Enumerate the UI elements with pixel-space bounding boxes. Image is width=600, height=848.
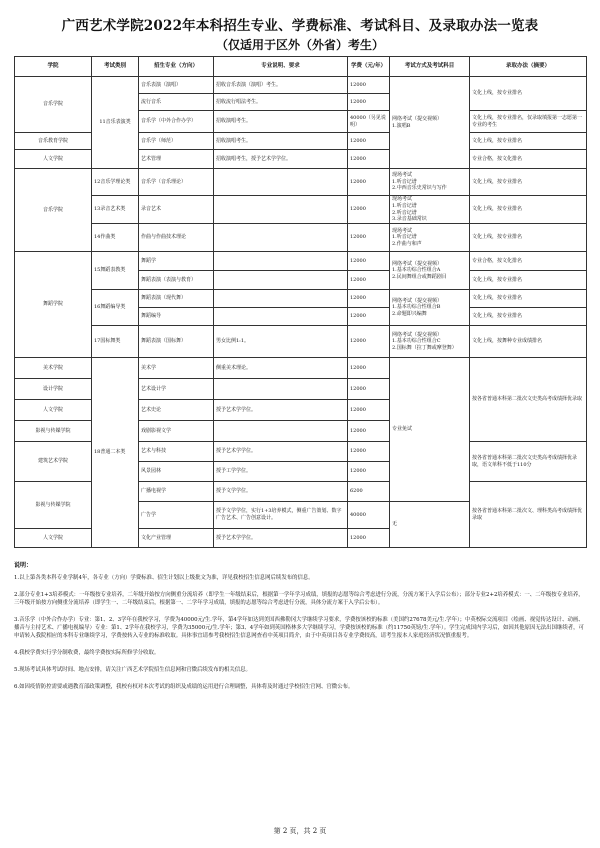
note-item: 4.我校学费实行学分制收费，最终学费按实际所修学分收取。 [14, 650, 160, 656]
table-header-row [15, 57, 587, 77]
cell-major: 舞蹈学 [139, 252, 214, 271]
cell-category: 12音乐学理论类 [92, 169, 139, 196]
cell-major: 音乐表演（演唱） [139, 77, 214, 94]
cell-fee: 12000 [348, 326, 390, 358]
cell-major: 美术学 [139, 358, 214, 379]
document-title: 广西艺术学院2022年本科招生专业、学费标准、考试科目、及录取办法一览表 [61, 18, 539, 34]
cell-college: 人文学院 [15, 150, 92, 169]
cell-fee: 12000 [348, 400, 390, 421]
table-row [15, 358, 587, 379]
note-item: 6.如因疫情防控需要或遇教育部政策调整，我校有权对本次考试的组织及成绩的运用进行合理调整，具体将及时通过学校招生官网、官微公布。 [14, 684, 354, 690]
table-row [15, 252, 587, 271]
cell-college: 影视与传媒学院 [15, 421, 92, 442]
cell-admit: 文化上线，按专业排名 [470, 133, 587, 150]
notes-section [14, 562, 586, 700]
document-subtitle: （仅适用于区外（外省）考生） [215, 38, 384, 52]
admission-table [14, 56, 587, 548]
cell-fee: 12000 [348, 77, 390, 94]
header-exam: 考试方式及考试科目 [390, 57, 470, 77]
cell-desc: 招收演唱考生。 [214, 111, 348, 133]
cell-college: 人文学院 [15, 400, 92, 421]
page-number: 第 2 页，共 2 页 [273, 827, 327, 835]
cell-major: 录音艺术 [139, 196, 214, 224]
cell-desc: 招收演唱考生。 [214, 133, 348, 150]
cell-admit: 文化上线，按专业排名，仅录取填报第一志愿第一专业的考生 [470, 111, 587, 133]
cell-admit: 文化上线，按专业排名 [470, 308, 587, 326]
table-row [15, 326, 587, 358]
cell-admit: 文化上线，按舞种专业成绩排名 [470, 326, 587, 358]
cell-exam: 网络考试（提交视频） 1.基本功综合性组合B 2.命题即兴编舞 [390, 290, 470, 326]
cell-admit: 专业合格，按文化排名 [470, 252, 587, 271]
cell-college: 美术学院 [15, 358, 92, 379]
cell-admit: 按各省普通本科第二批次文史类高考成绩择优录取，语文单科不低于110分 [470, 442, 587, 482]
cell-major: 风景园林 [139, 462, 214, 482]
cell-major: 舞蹈编导 [139, 308, 214, 326]
cell-admit: 文化上线，按专业排名 [470, 196, 587, 224]
cell-admit: 专业合格，按文化排名 [470, 150, 587, 169]
cell-admit: 文化上线，按专业排名 [470, 224, 587, 252]
cell-college: 建筑艺术学院 [15, 442, 92, 482]
cell-fee: 12000 [348, 271, 390, 290]
cell-fee: 12000 [348, 150, 390, 169]
cell-college: 舞蹈学院 [15, 252, 92, 358]
cell-major: 艺术史论 [139, 400, 214, 421]
cell-major: 舞蹈表演（表演与教育） [139, 271, 214, 290]
cell-college: 影视与传媒学院 [15, 482, 92, 529]
table-row [15, 224, 587, 252]
cell-admit: 文化上线，按专业排名 [470, 77, 587, 111]
cell-exam: 现场考试 1.听音记谱 2.作曲与和声 [390, 224, 470, 252]
cell-desc: 授予文学学位。 [214, 482, 348, 502]
cell-desc: 招收流行唱法考生。 [214, 94, 348, 111]
cell-desc: 授予艺术学学位。 [214, 400, 348, 421]
cell-fee: 12000 [348, 224, 390, 252]
cell-admit: 文化上线，按专业排名 [470, 290, 587, 308]
cell-admit: 文化上线，按专业排名 [470, 169, 587, 196]
cell-major: 舞蹈表演（现代舞） [139, 290, 214, 308]
cell-fee: 12000 [348, 308, 390, 326]
header-fee: 学费（元/年） [348, 57, 390, 77]
cell-fee: 40000（另见说明） [348, 111, 390, 133]
cell-major: 流行音乐 [139, 94, 214, 111]
cell-admit: 文化上线，按专业排名 [470, 271, 587, 290]
cell-fee: 40000 [348, 502, 390, 529]
cell-major: 艺术设计学 [139, 379, 214, 400]
note-item: 5.现场考试具体考试时间、地点安排，请关注广西艺术学院招生信息网和官微后续发布的相关信息。 [14, 667, 251, 673]
note-item: 1.以上第各类本科专业学制4年，各专业（方向）学费标准、招生计划以上级批文为准，详见我校招生信息网后续发布的信息。 [14, 575, 314, 581]
cell-admit: 按各省普通本科第二批次文、理科类高考成绩择优录取 [470, 482, 587, 548]
cell-major: 戏剧影视文学 [139, 421, 214, 442]
cell-college: 音乐教育学院 [15, 133, 92, 150]
cell-major: 广播电视学 [139, 482, 214, 502]
cell-exam: 网络考试（提交视频） 1.基本功综合性组合C 2.国标舞（拉丁舞或摩登舞） [390, 326, 470, 358]
cell-category: 17国标舞类 [92, 326, 139, 358]
cell-exam: 专业免试 [390, 358, 470, 502]
cell-admit: 按各省普通本科第二批次文史类高考成绩择优录取 [470, 358, 587, 442]
cell-fee: 12000 [348, 421, 390, 442]
note-item: 3.音乐学（中外合作办学）专业：第1、2、3学年在我校学习，学费为40000元/生.学年，第4学年如达到美国西佛勒冈大学继续学习要求，学费按该校的标准（美国约27678美元/生.学年）；中英校际交流项目（绘画、视觉传达设计、动画、播音与主持艺术、广播电视编导）专业：第1、2学年在我校学习，学费为35000元/生.学年；第3、4学年如到英国格林多大学继续学习，学费按该校的标准（约11750英镑/生.学年）。学生完成国内学习后，如因其他原因无法出国继续者，可申请转入我院相应的本科专业继续学习，学费按转入专业的标准收取。具体事宜请参考我校招生信息网查看中英项目简介，由于中英项目各专业学费较高，请考生报本人家庭经济状况慎重报考。 [14, 617, 584, 639]
cell-major: 作曲与作曲技术理论 [139, 224, 214, 252]
table-row [15, 77, 587, 94]
cell-category: 16舞蹈编导类 [92, 290, 139, 326]
cell-major: 音乐学（师范） [139, 133, 214, 150]
cell-college: 人文学院 [15, 529, 92, 548]
header-desc: 专业说明、要求 [214, 57, 348, 77]
cell-fee: 12000 [348, 442, 390, 462]
cell-fee: 12000 [348, 196, 390, 224]
cell-category: 18普通二本类 [92, 358, 139, 548]
cell-college: 音乐学院 [15, 77, 92, 133]
header-major: 招生专业（方向） [139, 57, 214, 77]
cell-desc: 授予艺术学学位。 [214, 529, 348, 548]
cell-fee: 12000 [348, 462, 390, 482]
table-row [15, 290, 587, 308]
cell-exam: 无 [390, 502, 470, 548]
cell-desc: 授予文学学位，实行1+3培养模式，侧重广告策划、数字广告艺术、广告创意设计。 [214, 502, 348, 529]
cell-category: 13录音艺术类 [92, 196, 139, 224]
cell-desc: 授予艺术学学位。 [214, 442, 348, 462]
cell-major: 音乐学（中外合作办学） [139, 111, 214, 133]
cell-major: 广告学 [139, 502, 214, 529]
cell-fee: 12000 [348, 529, 390, 548]
cell-exam: 网络考试（提交视频） 1.基本功综合性组合A 2.民间舞组合或舞蹈剧目 [390, 252, 470, 290]
header-category: 考试类别 [92, 57, 139, 77]
table-row [15, 169, 587, 196]
cell-fee: 12000 [348, 379, 390, 400]
note-item: 2.部分专业1+3培养模式：一年级按专业培养，二年级开始按方向侧重分流培养（即学生一年级结束后，根据第一学年学习成绩，填报的志愿等综合考虑进行分流，分流方案于入学后公布）；部分专业2+2培养模式：一、二年级按专业培养，三年级开始按方向侧重分流培养（即学生一、二年级结束后，根据第一、二学年学习成绩，填报的志愿等综合考虑进行分流，具体分流方案于入学后公布）。 [14, 592, 584, 606]
cell-major: 文化产业管理 [139, 529, 214, 548]
cell-desc: 授予工学学位。 [214, 462, 348, 482]
cell-desc: 招收演唱考生，授予艺术学学位。 [214, 150, 348, 169]
cell-fee: 12000 [348, 290, 390, 308]
notes-heading: 说明： [14, 562, 33, 569]
cell-desc: 招收音乐表演（演唱）考生。 [214, 77, 348, 94]
cell-fee: 12000 [348, 169, 390, 196]
cell-fee: 12000 [348, 94, 390, 111]
cell-fee: 12000 [348, 358, 390, 379]
cell-fee: 6200 [348, 482, 390, 502]
cell-desc: 侧重美术理论。 [214, 358, 348, 379]
cell-category: 14作曲类 [92, 224, 139, 252]
cell-exam: 现场考试 1.听音记谱 2.听音记谱 3.录音基础常识 [390, 196, 470, 224]
cell-desc: 男女比例1:1。 [214, 326, 348, 358]
cell-college: 音乐学院 [15, 169, 92, 252]
cell-exam: 网络考试（提交视频） 1.演唱B [390, 77, 470, 169]
header-admit: 录取办法（摘要） [470, 57, 587, 77]
header-college: 学院 [15, 57, 92, 77]
cell-category: 11音乐表演类 [92, 77, 139, 169]
cell-fee: 12000 [348, 133, 390, 150]
cell-exam: 现场考试 1.听音记谱 2.中西音乐史常识与写作 [390, 169, 470, 196]
table-row [15, 196, 587, 224]
cell-major: 音乐学（音乐理论） [139, 169, 214, 196]
cell-major: 艺术管理 [139, 150, 214, 169]
cell-major: 舞蹈表演（国标舞） [139, 326, 214, 358]
cell-fee: 12000 [348, 252, 390, 271]
cell-major: 艺术与科技 [139, 442, 214, 462]
cell-college: 设计学院 [15, 379, 92, 400]
cell-category: 15舞蹈表教类 [92, 252, 139, 290]
